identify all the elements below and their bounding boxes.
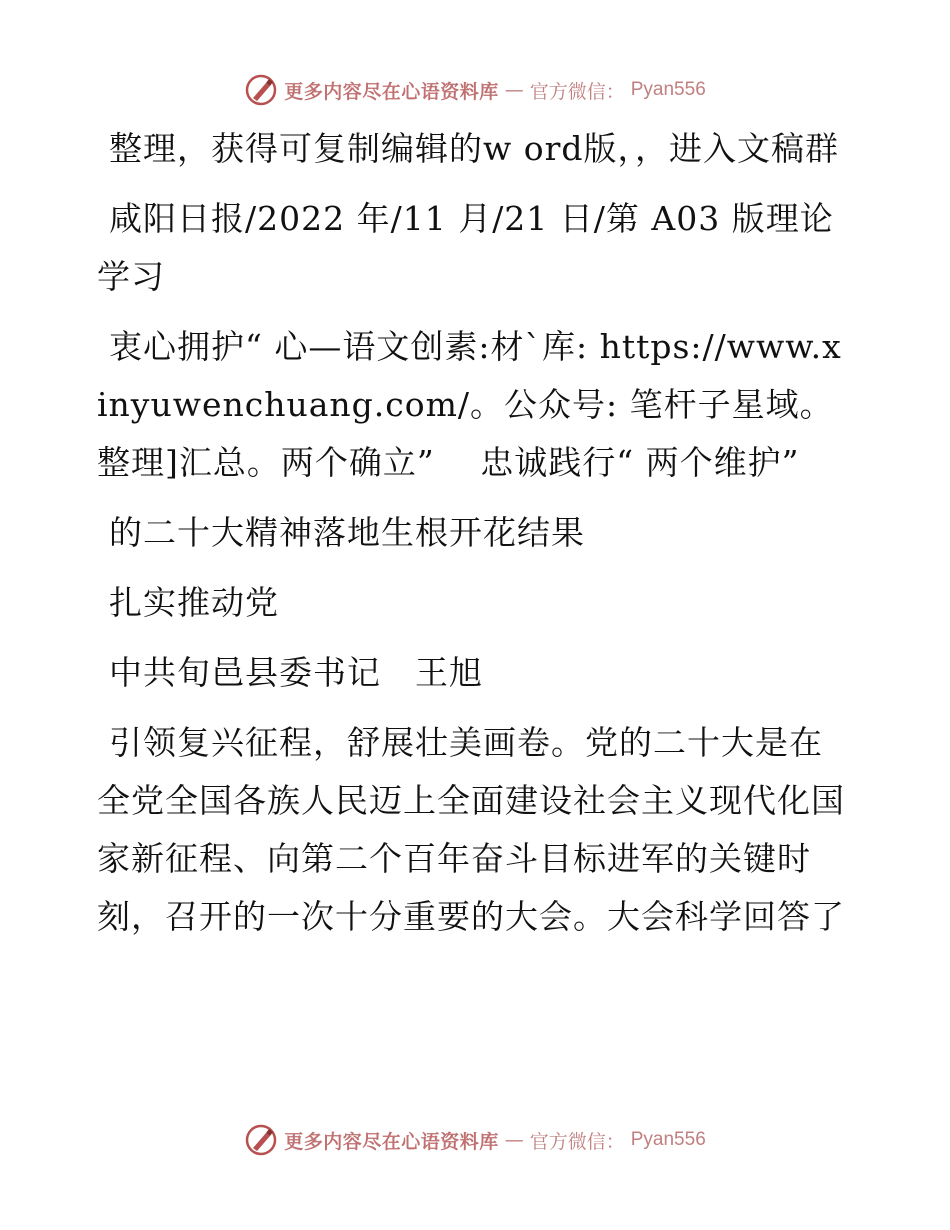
paragraph-main: 引领复兴征程，舒展壮美画卷。党的二十大是在全党全国各族人民迈上全面建设社会主义现代化国家新征程、向第二个百年奋斗目标进军的关键时刻，召开的一次十分重要的大会。大会科学回答了 <box>97 723 845 936</box>
watermark-text: 更多内容尽在心语资料库 <box>284 80 499 103</box>
paragraph-source: 咸阳日报/2022 年/11 月/21 日/第 A03 版理论学习 <box>97 199 834 296</box>
pen-logo-icon <box>244 73 278 107</box>
watermark-wechat-label: 官方微信： <box>529 1130 625 1153</box>
paragraph-intro: 整理，获得可复制编辑的w ord版，，进入文稿群 <box>109 129 840 168</box>
watermark-text: 更多内容尽在心语资料库 <box>284 1130 499 1153</box>
pen-logo-icon <box>244 1123 278 1157</box>
paragraph-title-part1: 衷心拥护“ 心—语文创素:材`库: https://www.xinyuwenchuang.com/。公众号: 笔杆子星域。整理]汇总。两个确立” 忠诚践行“ 两个维护” <box>97 327 842 482</box>
paragraph-title-part2: 的二十大精神落地生根开花结果 <box>109 513 585 552</box>
footer-watermark <box>0 1120 950 1160</box>
watermark-wechat-label: 官方微信： <box>529 80 625 103</box>
watermark-separator: — <box>504 79 524 101</box>
paragraph-author: 中共旬邑县委书记 王旭 <box>109 653 483 692</box>
watermark-wechat-id: Pyan556 <box>630 1129 706 1150</box>
watermark-separator: — <box>504 1129 524 1151</box>
watermark-wechat-id: Pyan556 <box>630 79 706 100</box>
document-body <box>97 120 849 946</box>
header-watermark <box>0 70 950 110</box>
paragraph-title-part3: 扎实推动党 <box>109 583 279 622</box>
